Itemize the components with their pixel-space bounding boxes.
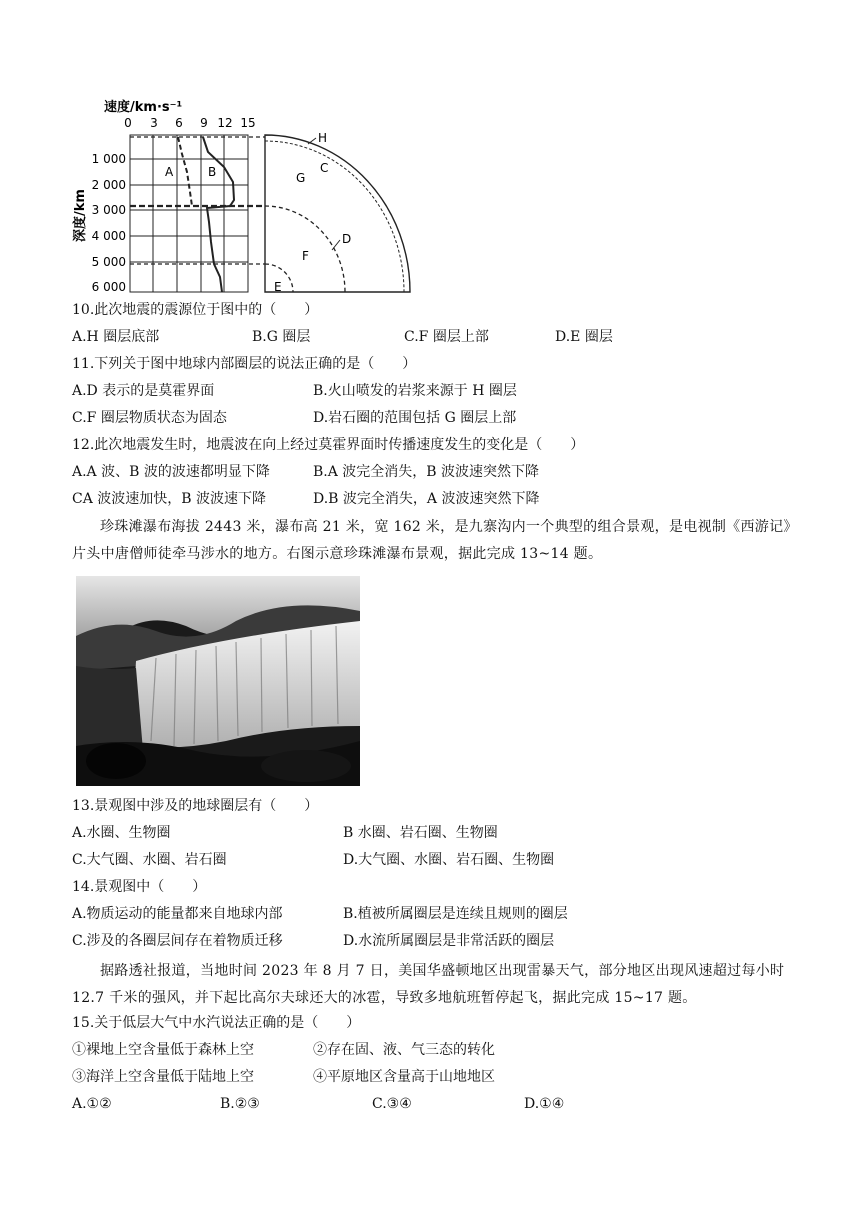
- layer-h-label: H: [318, 131, 328, 145]
- q11-option-d: D.岩石圈的范围包括 G 圈层上部: [313, 410, 517, 426]
- x-axis-title: 速度/km·s⁻¹: [104, 100, 183, 115]
- x-tick: 0: [124, 116, 132, 130]
- layer-g-label: G: [296, 171, 306, 185]
- q15-statement-1: ①裸地上空含量低于森林上空: [72, 1042, 254, 1058]
- q15-option-b: B.②③: [220, 1096, 260, 1112]
- q11-option-b: B.火山喷发的岩浆来源于 H 圈层: [313, 383, 517, 399]
- q11-stem: 11.下列关于图中地球内部圈层的说法正确的是（ ）: [72, 356, 417, 372]
- y-tick: 5 000: [91, 255, 126, 269]
- earth-layers: [265, 135, 410, 292]
- q15-option-c: C.③④: [372, 1096, 412, 1112]
- q10-option-a: A.H 圈层底部: [72, 329, 160, 345]
- q14-option-c: C.涉及的各圈层间存在着物质迁移: [72, 933, 283, 949]
- q14-stem: 14.景观图中（ ）: [72, 879, 207, 895]
- x-tick: 9: [200, 116, 208, 130]
- waterfall-image: [76, 576, 360, 786]
- y-tick: 1 000: [91, 152, 126, 166]
- y-axis-title: 深度/km: [73, 189, 88, 242]
- q15-option-d: D.①④: [524, 1096, 565, 1112]
- q12-option-b: B.A 波完全消失，B 波波速突然下降: [313, 464, 540, 480]
- q15-stem: 15.关于低层大气中水汽说法正确的是（ ）: [72, 1015, 361, 1031]
- q13-stem: 13.景观图中涉及的地球圈层有（ ）: [72, 798, 319, 814]
- layer-f-label: F: [302, 249, 309, 263]
- y-tick: 4 000: [91, 229, 126, 243]
- q12-option-c: CA 波波速加快，B 波波速下降: [72, 491, 267, 507]
- earth-interior-figure: [70, 92, 415, 302]
- q13-option-c: C.大气圈、水圈、岩石圈: [72, 852, 227, 868]
- wave-a-label: A: [165, 165, 174, 179]
- q14-option-b: B.植被所属圈层是连续且规则的圈层: [343, 906, 568, 922]
- q10-stem: 10.此次地震的震源位于图中的（ ）: [72, 302, 319, 318]
- q15-option-a: A.①②: [72, 1096, 112, 1112]
- y-tick: 2 000: [91, 178, 126, 192]
- wave-a-curve: [178, 137, 192, 206]
- q13-option-d: D.大气圈、水圈、岩石圈、生物圈: [343, 852, 555, 868]
- q12-stem: 12.此次地震发生时，地震波在向上经过莫霍界面时传播速度发生的变化是（ ）: [72, 437, 585, 453]
- chart-grid: [130, 135, 248, 292]
- layer-d-label: D: [342, 232, 352, 246]
- layer-c-label: C: [320, 161, 329, 175]
- q15-statement-2: ②存在固、液、气三态的转化: [313, 1042, 495, 1058]
- passage-thunderstorm: 据路透社报道，当地时间 2023 年 8 月 7 日，美国华盛顿地区出现雷暴天气，部分地区出现风速超过每小时 12.7 千米的强风，并下起比高尔夫球还大的冰雹，导致多地航班暂停起飞，据此完成 15~17 题。: [72, 963, 785, 1006]
- passage-pearl-shoal: 珍珠滩瀑布海拔 2443 米，瀑布高 21 米，宽 162 米，是九寨沟内一个典型的组合景观，是电视制《西游记》片头中唐僧师徒牵马涉水的地方。右图示意珍珠滩瀑布景观，据此完成 13~14 题。: [72, 519, 798, 562]
- q11-option-a: A.D 表示的是莫霍界面: [72, 383, 215, 399]
- x-tick: 3: [150, 116, 158, 130]
- waterfall-photo: [76, 576, 360, 786]
- q10-option-d: D.E 圈层: [555, 329, 613, 345]
- q10-option-c: C.F 圈层上部: [404, 329, 489, 345]
- q12-option-a: A.A 波、B 波的波速都明显下降: [72, 464, 270, 480]
- q12-option-d: D.B 波完全消失，A 波波速突然下降: [313, 491, 540, 507]
- x-tick: 6: [175, 116, 183, 130]
- q10-option-b: B.G 圈层: [252, 329, 311, 345]
- q13-option-a: A.水圈、生物圈: [72, 825, 171, 841]
- q13-option-b: B 水圈、岩石圈、生物圈: [343, 825, 498, 841]
- layer-e-label: E: [274, 280, 282, 294]
- wave-b-curve: [203, 137, 234, 292]
- q11-option-c: C.F 圈层物质状态为固态: [72, 410, 227, 426]
- wave-b-label: B: [208, 165, 217, 179]
- layer-d-pointer: [332, 240, 340, 250]
- x-tick: 12: [217, 116, 233, 130]
- y-tick: 6 000: [91, 280, 126, 294]
- x-tick: 15: [240, 116, 256, 130]
- y-tick: 3 000: [91, 203, 126, 217]
- q15-statement-4: ④平原地区含量高于山地地区: [313, 1069, 495, 1085]
- q15-statement-3: ③海洋上空含量低于陆地上空: [72, 1069, 254, 1085]
- q14-option-d: D.水流所属圈层是非常活跃的圈层: [343, 933, 555, 949]
- q14-option-a: A.物质运动的能量都来自地球内部: [72, 906, 283, 922]
